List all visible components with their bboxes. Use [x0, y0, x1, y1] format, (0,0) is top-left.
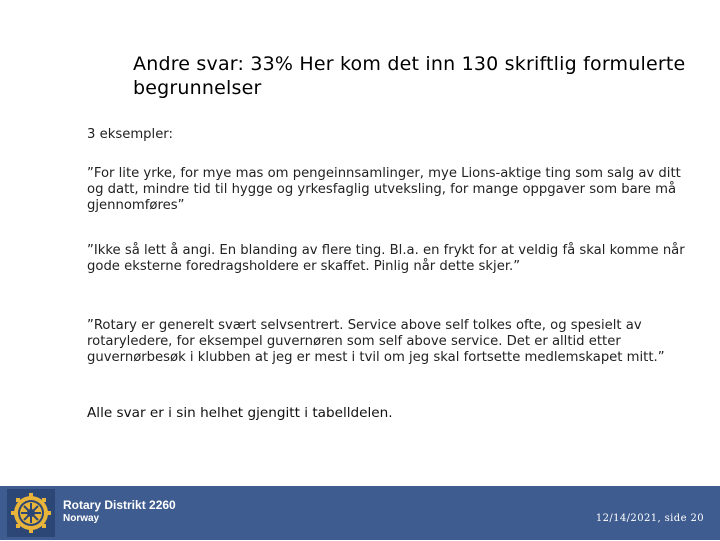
footer-date-page: 12/14/2021, side 20	[595, 513, 704, 524]
footer-bar	[0, 486, 720, 540]
rotary-wheel-icon	[7, 489, 55, 537]
closing-note: Alle svar er i sin helhet gjengitt i tabelldelen.	[87, 405, 393, 421]
examples-label: 3 eksempler:	[87, 127, 173, 142]
quote-2: ”Ikke så lett å angi. En blanding av flere ting. Bl.a. en frykt for at veldig få skal komme når gode eksterne foredragsholdere er skaffet. Pinlig når dette skjer.”	[87, 243, 685, 274]
footer-country: Norway	[63, 513, 100, 524]
quote-1: ”For lite yrke, for mye mas om pengeinnsamlinger, mye Lions-aktige ting som salg av ditt og datt, mindre tid til hygge og yrkesfaglig utveksling, for mange oppgaver som bare må gjennomføres”	[87, 166, 681, 213]
footer-org-name: Rotary Distrikt 2260	[63, 498, 176, 512]
quote-3: ”Rotary er generelt svært selvsentrert. Service above self tolkes ofte, og spesielt av rotaryledere, for eksempel guvernøren som self above service. Det er alltid etter guvernørbesøk i klubben at jeg er mest i tvil om jeg skal fortsette medlemskapet mitt.”	[87, 318, 665, 365]
slide-title: Andre svar: 33% Her kom det inn 130 skriftlig formulerte begrunnelser	[133, 53, 686, 99]
